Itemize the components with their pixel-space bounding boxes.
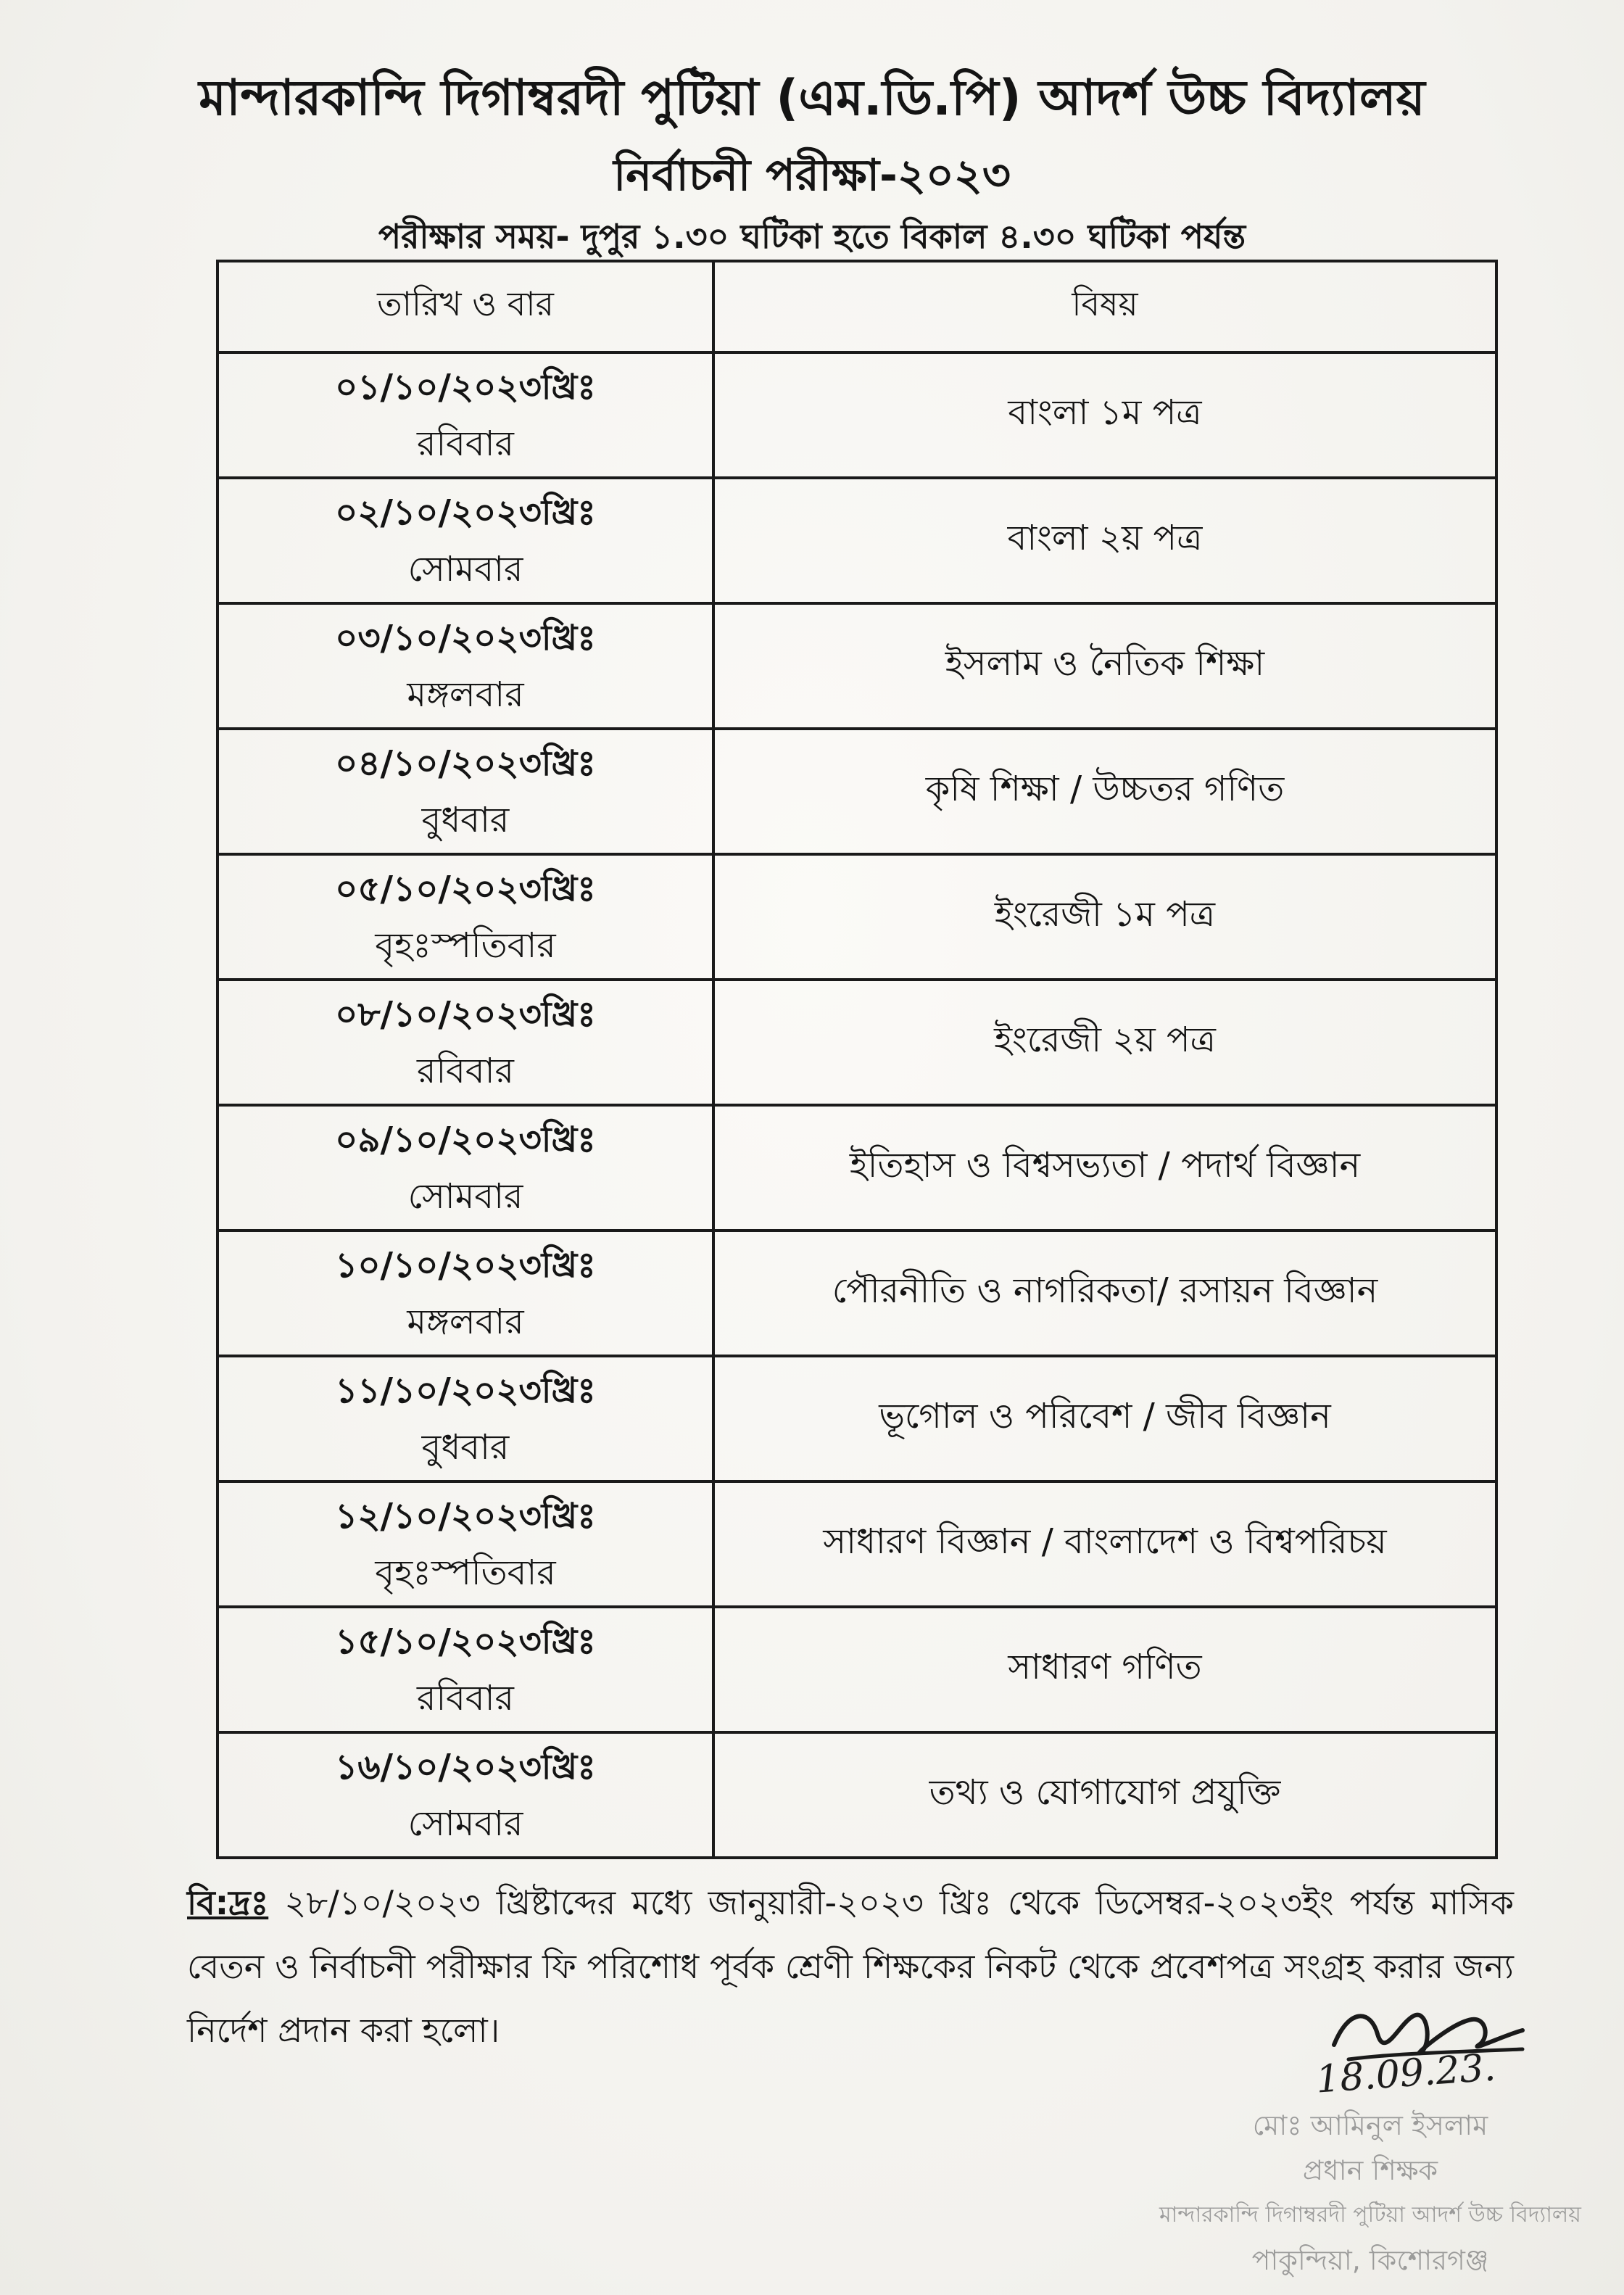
exam-schedule-table (216, 260, 1498, 1859)
table-row (218, 1105, 1496, 1231)
subject-text: সাধারণ গণিত (1008, 1647, 1202, 1687)
stamp-designation: প্রধান শিক্ষক (1302, 2154, 1438, 2186)
date-text: ১২/১০/২০২৩খ্রিঃ (335, 1495, 596, 1537)
day-text: বৃহঃস্পতিবার (375, 925, 556, 966)
subject-cell (713, 1105, 1496, 1231)
date-cell (218, 1356, 713, 1481)
day-text: মঙ্গলবার (407, 1301, 524, 1342)
table-row (218, 1356, 1496, 1481)
notice-label: বি:দ্রঃ (187, 1883, 269, 1922)
date-cell (218, 352, 713, 478)
table-row (218, 1481, 1496, 1607)
day-text: বৃহঃস্পতিবার (375, 1552, 556, 1593)
date-cell (218, 729, 713, 854)
date-cell (218, 1607, 713, 1732)
subject-text: সাধারণ বিজ্ঞান / বাংলাদেশ ও বিশ্বপরিচয় (823, 1521, 1387, 1562)
table-row (218, 1231, 1496, 1356)
subject-cell (713, 980, 1496, 1105)
signature-date: 18.09.23. (1314, 2046, 1497, 2102)
date-cell (218, 980, 713, 1105)
subject-cell (713, 1732, 1496, 1858)
subject-cell (713, 854, 1496, 980)
subject-text: কৃষি শিক্ষা / উচ্চতর গণিত (925, 769, 1285, 809)
date-text: ০২/১০/২০২৩খ্রিঃ (335, 492, 596, 533)
date-text: ০৫/১০/২০২৩খ্রিঃ (335, 868, 596, 909)
date-text: ১০/১০/২০২৩খ্রিঃ (335, 1244, 596, 1286)
headmaster-stamp (1131, 2103, 1610, 2283)
subject-cell (713, 1231, 1496, 1356)
table-row (218, 854, 1496, 980)
subject-cell (713, 1356, 1496, 1481)
table-row (218, 603, 1496, 729)
date-cell (218, 1231, 713, 1356)
school-name: মান্দারকান্দি দিগাম্বরদী পুটিয়া (এম.ডি.পি) আদর্শ উচ্চ বিদ্যালয় (199, 70, 1425, 127)
day-text: রবিবার (417, 423, 514, 464)
date-text: ১১/১০/২০২৩খ্রিঃ (335, 1370, 596, 1411)
subject-cell (713, 1607, 1496, 1732)
subject-cell (713, 603, 1496, 729)
table-header-row (218, 261, 1496, 352)
subject-cell (713, 478, 1496, 603)
date-cell (218, 1105, 713, 1231)
stamp-school: মান্দারকান্দি দিগাম্বরদী পুটিয়া আদর্শ উচ্চ বিদ্যালয় (1159, 2202, 1581, 2228)
date-cell (218, 603, 713, 729)
subject-cell (713, 352, 1496, 478)
subject-cell (713, 729, 1496, 854)
table-row (218, 980, 1496, 1105)
stamp-location: পাকুন্দিয়া, কিশোরগঞ্জ (1251, 2244, 1489, 2276)
date-text: ০৯/১০/২০২৩খ্রিঃ (335, 1119, 596, 1160)
table-row (218, 352, 1496, 478)
day-text: রবিবার (417, 1050, 514, 1091)
date-cell (218, 1732, 713, 1858)
date-text: ০৪/১০/২০২৩খ্রিঃ (335, 743, 596, 784)
day-text: সোমবার (407, 548, 523, 590)
header-date: তারিখ ও বার (218, 261, 713, 352)
stamp-name: মোঃ আমিনুল ইসলাম (1252, 2109, 1488, 2141)
subject-text: ইতিহাস ও বিশ্বসভ্যতা / পদার্থ বিজ্ঞান (849, 1145, 1361, 1186)
date-text: ১৬/১০/২০২৩খ্রিঃ (335, 1746, 596, 1787)
subject-text: ইংরেজী ১ম পত্র (994, 894, 1216, 935)
header-subject: বিষয় (713, 261, 1496, 352)
subject-text: তথ্য ও যোগাযোগ প্রযুক্তি (929, 1772, 1281, 1813)
date-text: ১৫/১০/২০২৩খ্রিঃ (335, 1621, 596, 1662)
exam-title: নির্বাচনী পরীক্ষা-২০২৩ (613, 150, 1011, 201)
day-text: সোমবার (407, 1803, 523, 1844)
notice-text: ২৮/১০/২০২৩ খ্রিষ্টাব্দের মধ্যে জানুয়ারী-২০২৩ খ্রিঃ থেকে ডিসেম্বর-২০২৩ইং পর্যন্ত মাসিক বেতন ও নির্বাচনী পরীক্ষার ফি পরিশোধ পূর্বক শ্রেণী শিক্ষকের নিকট থেকে প্রবেশপত্র সংগ্রহ করার জন্য নির্দেশ প্রদান করা হলো। (187, 1883, 1514, 2050)
exam-time: পরীক্ষার সময়- দুপুর ১.৩০ ঘটিকা হতে বিকাল ৪.৩০ ঘটিকা পর্যন্ত (378, 217, 1246, 256)
day-text: রবিবার (417, 1677, 514, 1719)
subject-text: বাংলা ১ম পত্র (1008, 392, 1202, 433)
day-text: সোমবার (407, 1175, 523, 1217)
subject-text: বাংলা ২য় পত্র (1007, 518, 1203, 558)
subject-text: পৌরনীতি ও নাগরিকতা/ রসায়ন বিজ্ঞান (832, 1270, 1378, 1311)
table-row (218, 729, 1496, 854)
date-text: ০৩/১০/২০২৩খ্রিঃ (335, 617, 596, 658)
date-cell (218, 478, 713, 603)
table-row (218, 478, 1496, 603)
subject-text: ইসলাম ও নৈতিক শিক্ষা (945, 643, 1265, 684)
subject-text: ইংরেজী ২য় পত্র (994, 1020, 1216, 1060)
date-text: ০৮/১০/২০২৩খ্রিঃ (335, 993, 596, 1035)
table-row (218, 1607, 1496, 1732)
date-cell (218, 854, 713, 980)
date-text: ০১/১০/২০২৩খ্রিঃ (335, 366, 596, 408)
table-body (218, 352, 1496, 1858)
day-text: মঙ্গলবার (407, 674, 524, 715)
table-row (218, 1732, 1496, 1858)
day-text: বুধবার (421, 799, 510, 840)
day-text: বুধবার (421, 1426, 510, 1468)
subject-text: ভূগোল ও পরিবেশ / জীব বিজ্ঞান (879, 1396, 1331, 1436)
date-cell (218, 1481, 713, 1607)
subject-cell (713, 1481, 1496, 1607)
